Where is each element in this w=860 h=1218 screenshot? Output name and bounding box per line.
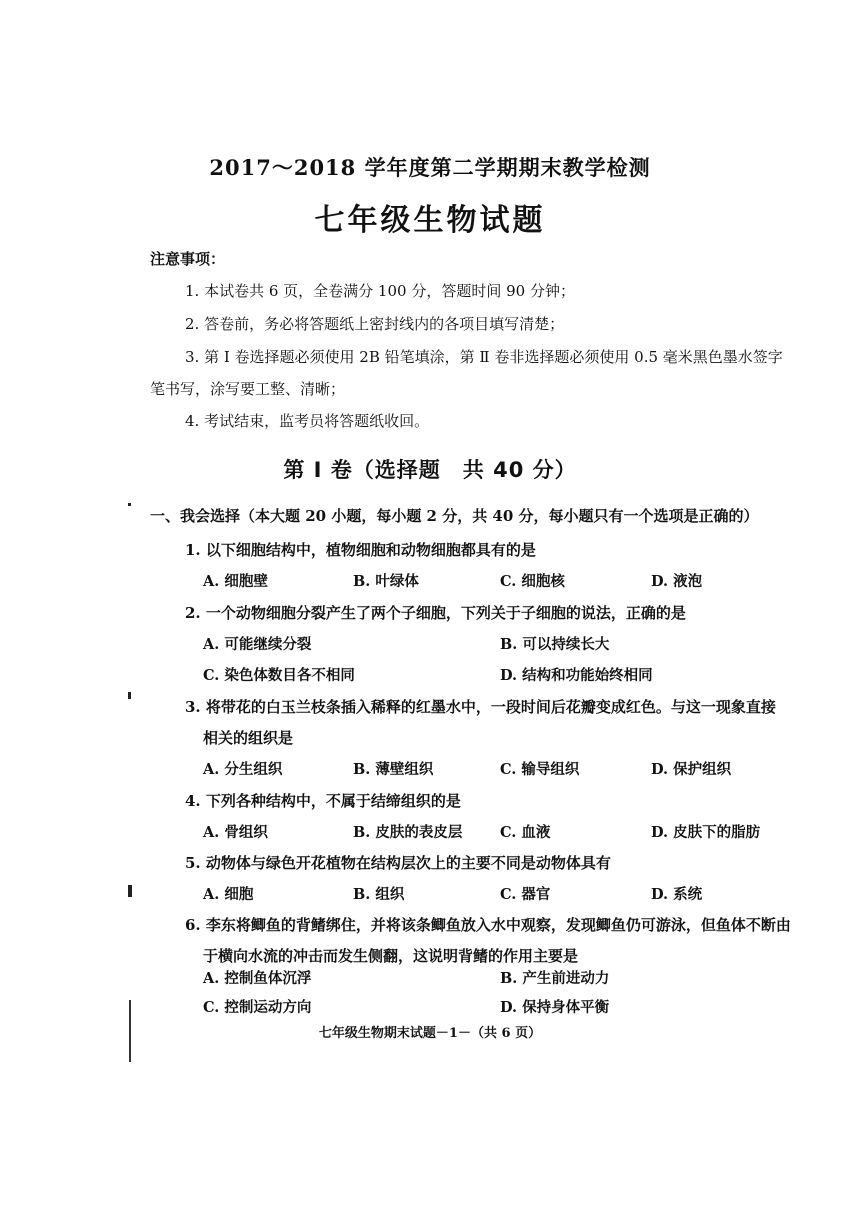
notice-item: 4. 考试结束，监考员将答题纸收回。 (185, 412, 430, 430)
question-stem-continued: 相关的组织是 (203, 729, 294, 747)
option-b: B. 产生前进动力 (500, 970, 610, 987)
option-c: C. 细胞核 (500, 573, 565, 590)
scan-mark (128, 692, 131, 699)
option-b: B. 可以持续长大 (500, 636, 610, 653)
option-a: A. 控制鱼体沉浮 (203, 970, 312, 987)
option-d: D. 保持身体平衡 (500, 999, 610, 1016)
option-a: A. 可能继续分裂 (203, 636, 312, 653)
question-stem: 1. 以下细胞结构中，植物细胞和动物细胞都具有的是 (185, 541, 536, 559)
option-c: C. 控制运动方向 (203, 999, 312, 1016)
option-c: C. 输导组织 (500, 761, 580, 778)
question-stem: 5. 动物体与绿色开花植物在结构层次上的主要不同是动物体具有 (185, 854, 611, 872)
option-c: C. 血液 (500, 824, 551, 841)
option-d: D. 系统 (651, 886, 703, 903)
notice-item: 2. 答卷前，务必将答题纸上密封线内的各项目填写清楚； (185, 315, 565, 333)
option-b: B. 组织 (353, 886, 405, 903)
notice-item: 3. 第 Ⅰ 卷选择题必须使用 2B 铅笔填涂，第 Ⅱ 卷非选择题必须使用 0.5 毫米黑色墨水签字 (185, 348, 783, 366)
option-a: A. 分生组织 (203, 761, 283, 778)
scan-mark (128, 503, 131, 506)
notice-item-continued: 笔书写，涂写要工整、清晰； (150, 380, 346, 398)
option-d: D. 液泡 (651, 573, 703, 590)
part-heading: 一、我会选择（本大题 20 小题，每小题 2 分，共 40 分，每小题只有一个选项是正确的） (150, 507, 759, 525)
page-footer: 七年级生物期末试题－1－（共 6 页） (318, 1026, 542, 1041)
exam-title: 七年级生物试题 (314, 203, 546, 238)
question-stem: 6. 李东将鲫鱼的背鳍绑住，并将该条鲫鱼放入水中观察，发现鲫鱼仍可游泳，但鱼体不断由 (185, 916, 791, 934)
question-stem: 4. 下列各种结构中，不属于结缔组织的是 (185, 792, 461, 810)
notice-heading: 注意事项： (150, 250, 226, 268)
section-title: 第 Ⅰ 卷（选择题 共 40 分） (283, 458, 577, 482)
notice-item: 1. 本试卷共 6 页，全卷满分 100 分，答题时间 90 分钟； (185, 282, 575, 300)
option-a: A. 细胞 (203, 886, 254, 903)
option-a: A. 细胞壁 (203, 573, 268, 590)
option-d: D. 结构和功能始终相同 (500, 667, 653, 684)
exam-year-line: 2017～2018 学年度第二学期期末教学检测 (209, 155, 651, 180)
question-stem: 3. 将带花的白玉兰枝条插入稀释的红墨水中，一段时间后花瓣变成红色。与这一现象直接 (185, 698, 776, 716)
option-b: B. 叶绿体 (353, 573, 419, 590)
option-b: B. 皮肤的表皮层 (353, 824, 463, 841)
question-stem-continued: 于横向水流的冲击而发生侧翻，这说明背鳍的作用主要是 (203, 947, 579, 965)
option-c: C. 染色体数目各不相同 (203, 667, 355, 684)
option-d: D. 皮肤下的脂肪 (651, 824, 761, 841)
option-d: D. 保护组织 (651, 761, 732, 778)
scan-mark (128, 885, 132, 897)
question-stem: 2. 一个动物细胞分裂产生了两个子细胞，下列关于子细胞的说法，正确的是 (185, 604, 686, 622)
option-a: A. 骨组织 (203, 824, 268, 841)
option-c: C. 器官 (500, 886, 551, 903)
option-b: B. 薄壁组织 (353, 761, 434, 778)
